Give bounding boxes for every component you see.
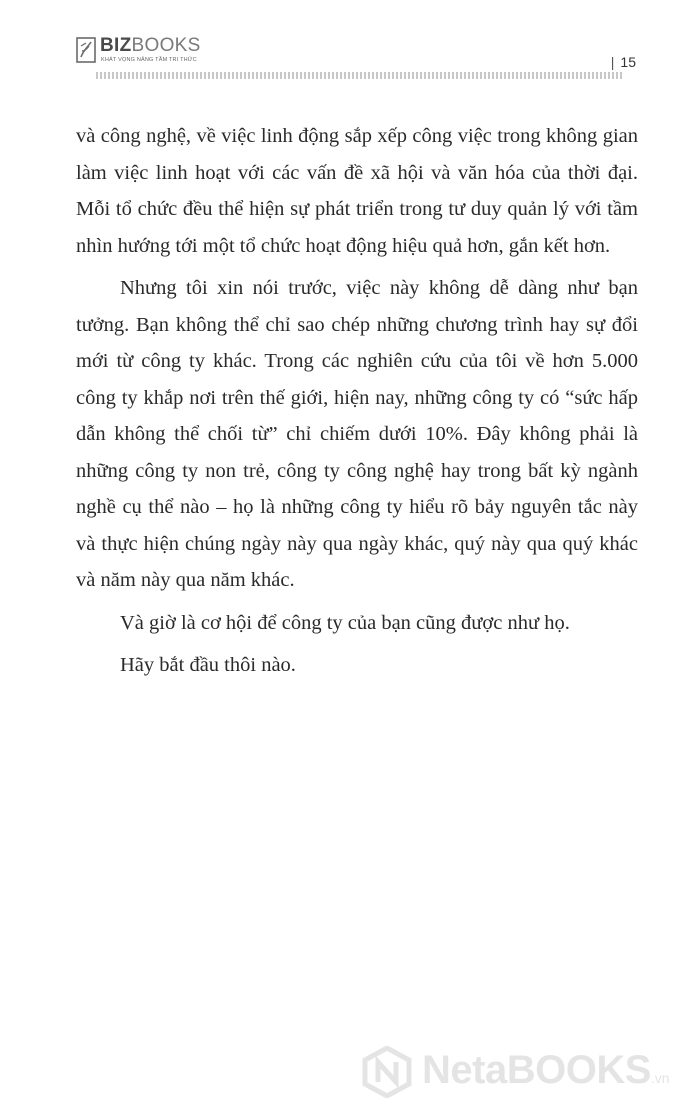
header-divider xyxy=(96,72,624,79)
paragraph: Nhưng tôi xin nói trước, việc này không dễ dàng như bạn tưởng. Bạn không thể chỉ sao chép những chương trình hay sự đổi mới từ công ty khác. Trong các nghiên cứu của tôi về hơn 5.000 công ty khắp nơi trên thế giới, hiện nay, những công ty có “sức hấp dẫn không thể chối từ” chỉ chiếm dưới 10%. Đây không phải là những công ty non trẻ, công ty công nghệ hay trong bất kỳ ngành nghề cụ thể nào – họ là những công ty hiểu rõ bảy nguyên tắc này và thực hiện chúng ngày này qua ngày khác, quý này qua quý khác và năm này qua năm khác. xyxy=(76,277,638,591)
brand-name xyxy=(100,35,201,57)
bizbooks-logo-icon xyxy=(76,37,96,63)
page-number-value: 15 xyxy=(620,54,636,70)
page-number xyxy=(611,54,636,70)
page-body xyxy=(76,118,638,690)
paragraph: và công nghệ, về việc linh động sắp xếp công việc trong không gian làm việc linh hoạt với các vấn đề xã hội và văn hóa của thời đại. Mỗi tổ chức đều thể hiện sự phát triển trong tư duy quản lý với tầm nhìn hướng tới một tổ chức hoạt động hiệu quả hơn, gắn kết hơn. xyxy=(76,125,638,257)
watermark-brand: NetaBOOKS xyxy=(422,1048,651,1092)
netabooks-watermark xyxy=(362,1042,692,1102)
brand-biz: BIZ xyxy=(100,35,132,56)
paragraph: Hãy bắt đầu thôi nào. xyxy=(120,654,296,676)
watermark-suffix: .vn xyxy=(650,1070,670,1086)
watermark-text xyxy=(422,1048,670,1093)
paragraph: Và giờ là cơ hội để công ty của bạn cũng được như họ. xyxy=(120,611,570,634)
netabooks-logo-icon xyxy=(362,1046,412,1098)
brand-books: BOOKS xyxy=(131,35,201,56)
brand-tagline: KHÁT VỌNG NÂNG TẦM TRI THỨC xyxy=(101,57,197,63)
page-header xyxy=(0,0,700,82)
page-separator: | xyxy=(610,54,615,70)
bizbooks-logo xyxy=(76,33,206,73)
